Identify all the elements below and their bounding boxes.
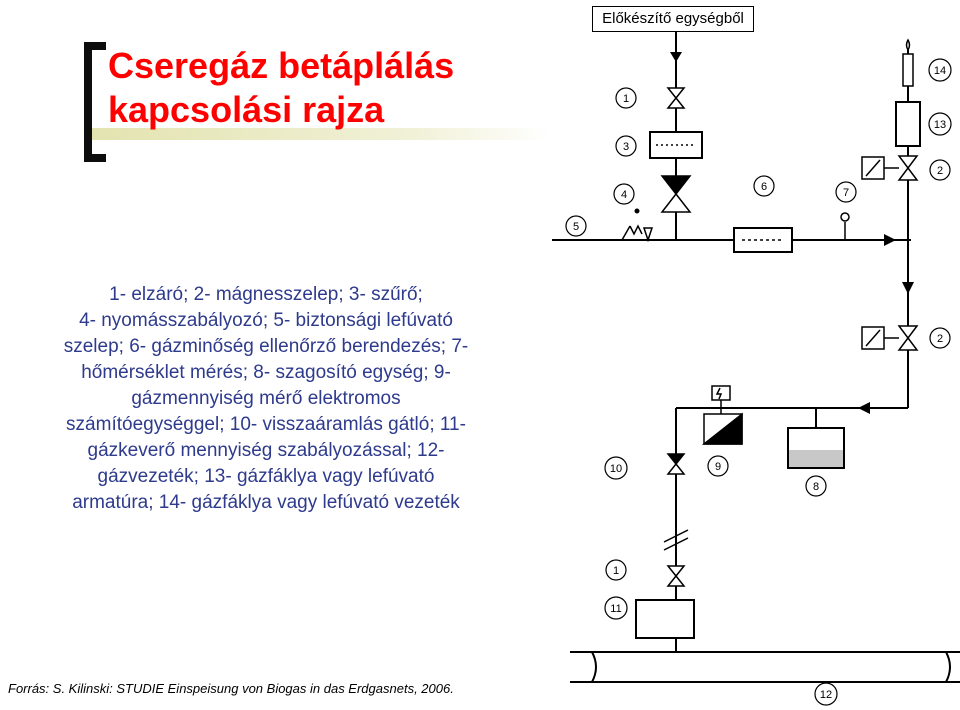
flow-arrow-icon — [670, 52, 682, 62]
legend-line: hőmérséklet mérés; 8- szagosító egység; 9- — [81, 362, 451, 383]
svg-text:1: 1 — [622, 93, 630, 105]
marker-7 — [836, 182, 856, 202]
flare-icon — [903, 40, 913, 86]
marker-3 — [616, 136, 636, 156]
shutoff-valve-icon — [668, 566, 684, 586]
svg-text:5: 5 — [572, 221, 580, 233]
solenoid-valve-icon — [862, 156, 917, 180]
flow-arrow-icon — [858, 402, 870, 414]
svg-text:13: 13 — [933, 119, 947, 131]
source-citation: Forrás: S. Kilinski: STUDIE Einspeisung von Biogas in das Erdgasnets, 2006. — [8, 681, 454, 696]
treatment-unit-label: Előkészítő egységből — [592, 6, 754, 32]
marker-14 — [929, 59, 951, 81]
impulse-point-icon — [635, 209, 640, 214]
shutoff-valve-icon — [668, 88, 684, 108]
odorizer-tank-icon — [788, 408, 844, 468]
marker-5 — [566, 216, 586, 236]
title-line-2: kapcsolási rajza — [108, 89, 385, 130]
legend-line: gázvezeték; 13- gázfáklya vagy lefúvató — [97, 466, 435, 487]
legend-line: gázkeverő mennyiség szabályozással; 12- — [87, 440, 445, 461]
legend-line: számítóegységgel; 10- visszaáramlás gátló; 11- — [66, 414, 466, 435]
flare-armature-icon — [896, 102, 920, 146]
pressure-regulator-icon — [662, 176, 690, 212]
svg-text:2: 2 — [936, 165, 944, 177]
marker-11 — [605, 597, 627, 619]
marker-1-lower — [606, 560, 626, 580]
marker-9 — [708, 456, 728, 476]
safety-relief-valve-icon — [622, 226, 652, 240]
svg-text:2: 2 — [936, 333, 944, 345]
svg-text:7: 7 — [842, 187, 850, 199]
marker-10 — [605, 457, 627, 479]
legend-line: 1- elzáró; 2- mágnesszelep; 3- szűrő; — [109, 284, 423, 305]
temperature-sensor-icon — [841, 213, 849, 240]
svg-text:6: 6 — [760, 181, 768, 193]
svg-text:9: 9 — [714, 461, 722, 473]
marker-13 — [929, 113, 951, 135]
svg-text:14: 14 — [933, 65, 947, 77]
legend-line: 4- nyomásszabályozó; 5- biztonsági lefúvató — [79, 310, 453, 331]
title-line-1: Cseregáz betáplálás — [108, 45, 455, 86]
solenoid-valve-icon — [862, 326, 917, 350]
legend-line: szelep; 6- gázminőség ellenőrző berendezés; 7- — [63, 336, 469, 357]
marker-1 — [616, 88, 636, 108]
legend-line: gázmennyiség mérő elektromos — [131, 388, 401, 409]
gas-mixer-icon — [636, 600, 694, 638]
flow-arrow-icon — [902, 282, 914, 294]
marker-4 — [614, 184, 634, 204]
gas-pipeline-icon — [570, 652, 960, 682]
check-valve-icon — [668, 454, 684, 474]
marker-2-lower — [930, 328, 950, 348]
svg-text:11: 11 — [610, 603, 622, 615]
legend-line: armatúra; 14- gázfáklya vagy lefúvató vezeték — [72, 492, 460, 513]
svg-text:1: 1 — [612, 565, 620, 577]
marker-8 — [806, 476, 826, 496]
flow-arrow-icon — [884, 234, 896, 246]
svg-text:3: 3 — [622, 141, 630, 153]
svg-text:8: 8 — [812, 481, 820, 493]
gas-meter-icon — [704, 386, 742, 444]
marker-2-upper — [930, 160, 950, 180]
marker-12 — [815, 683, 837, 705]
marker-6 — [754, 176, 774, 196]
svg-text:12: 12 — [819, 689, 833, 701]
svg-text:10: 10 — [609, 463, 623, 475]
svg-text:4: 4 — [620, 189, 628, 201]
